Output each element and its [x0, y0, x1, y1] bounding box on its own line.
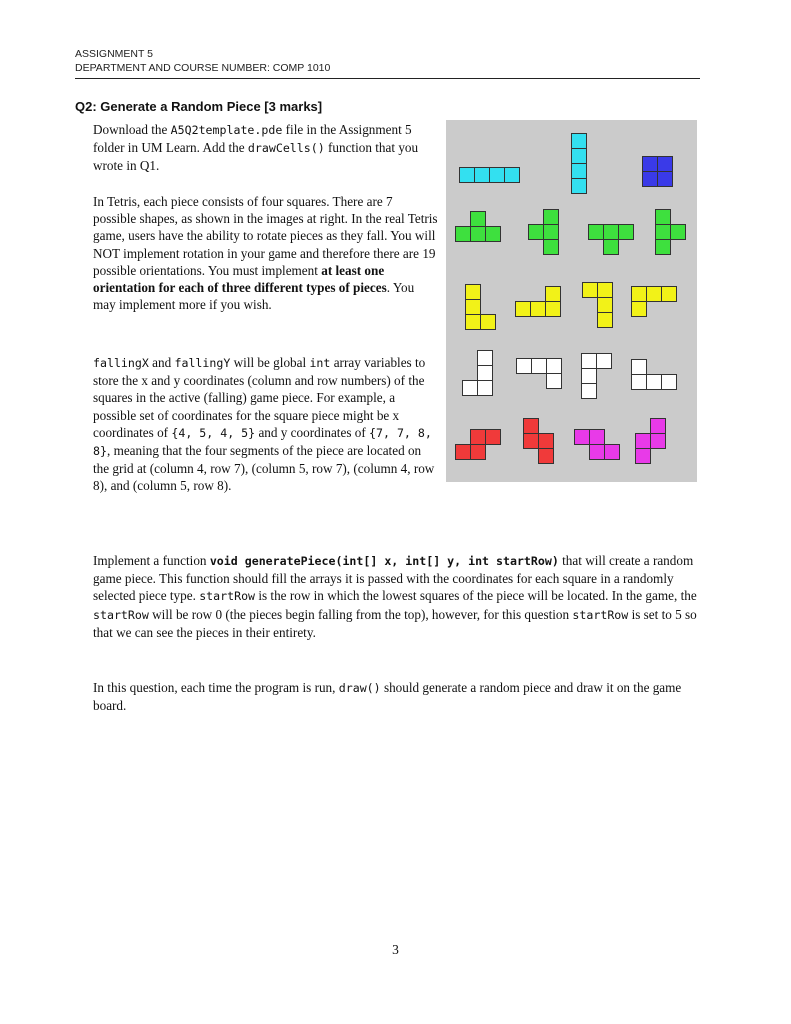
piece-z-vertical [524, 419, 554, 464]
text: is the row in which the lowest squares of the piece will be located. In the game, the [255, 588, 697, 604]
code-startrow: startRow [572, 607, 629, 622]
text: array variables to store the x and y coordinates (column and row numbers) of the squares in the active (falling) game piece. For example, a possible set of coordinates for the square piece might be x coordinates of [93, 355, 426, 440]
text: will be global [230, 355, 310, 370]
piece-cell [466, 300, 481, 315]
piece-cell [590, 430, 605, 445]
piece-cell [662, 375, 677, 390]
piece-l-vertical [466, 285, 496, 330]
piece-cell [671, 225, 686, 240]
piece-cell [546, 302, 561, 317]
code-y-coords: {7, 7, 8, 8} [93, 425, 432, 459]
code-int: int [309, 356, 331, 370]
code-filename: A5Q2template.pde [170, 123, 283, 137]
paragraph-download [93, 121, 438, 175]
code-fallingx: fallingX [93, 356, 149, 370]
question-title: Q2: Generate a Random Piece [3 marks] [75, 99, 323, 114]
piece-cell [582, 369, 597, 384]
piece-cell [547, 359, 562, 374]
piece-cell [572, 134, 587, 149]
piece-cell [539, 449, 554, 464]
piece-cell [632, 302, 647, 317]
piece-cell [651, 419, 666, 434]
piece-cell [546, 287, 561, 302]
piece-cell [486, 430, 501, 445]
piece-cell [572, 149, 587, 164]
paragraph-generate-piece [93, 552, 705, 641]
code-draw: draw() [338, 681, 381, 695]
text: , meaning that the four segments of the piece are located on the grid at (column 4, row 7), (column 5, row 7), (column 4, row 8), and (column 5, row 8). [93, 443, 435, 494]
header-divider [75, 78, 700, 79]
piece-t-up [456, 212, 501, 242]
piece-cell [597, 354, 612, 369]
header-assignment: ASSIGNMENT 5 [75, 48, 153, 60]
piece-j-hook [582, 354, 612, 399]
piece-cell [604, 240, 619, 255]
piece-cell [589, 225, 604, 240]
piece-cell [516, 302, 531, 317]
piece-cell [582, 354, 597, 369]
piece-l-down [632, 287, 677, 317]
code-fallingy: fallingY [174, 356, 231, 370]
piece-cell [632, 360, 647, 375]
piece-cell [463, 381, 478, 396]
text: will be row 0 (the pieces begin falling from the top), however, for this question [148, 606, 573, 622]
piece-cell [524, 434, 539, 449]
piece-cell [658, 172, 673, 187]
piece-cell [471, 227, 486, 242]
text: Download the [93, 122, 171, 137]
piece-cell [471, 212, 486, 227]
bold-requirement: at least one orientation for each of three different types of pieces [93, 262, 387, 296]
piece-cell [475, 168, 490, 183]
piece-cell [632, 375, 647, 390]
piece-cell [517, 359, 532, 374]
piece-cell [605, 445, 620, 460]
code-drawcells: drawCells() [247, 141, 325, 156]
piece-i-vertical [572, 134, 587, 194]
piece-cell [478, 351, 493, 366]
piece-t-left [529, 210, 559, 255]
paragraph-draw [93, 679, 705, 714]
piece-cell [478, 366, 493, 381]
piece-cell [532, 359, 547, 374]
piece-cell [647, 287, 662, 302]
piece-j-flat [517, 359, 562, 389]
piece-cell [531, 302, 546, 317]
piece-cell [572, 179, 587, 194]
piece-cell [582, 384, 597, 399]
piece-cell [572, 164, 587, 179]
piece-cell [636, 434, 651, 449]
piece-s-vertical [636, 419, 666, 464]
piece-cell [529, 225, 544, 240]
piece-t-down [589, 225, 634, 255]
piece-cell [456, 445, 471, 460]
piece-cell [471, 430, 486, 445]
paragraph-tetris-pieces [93, 193, 438, 313]
piece-j-down [632, 360, 677, 390]
piece-cell [604, 225, 619, 240]
code-function-signature: void generatePiece(int[] x, int[] y, int startRow) [209, 554, 559, 568]
piece-cell [547, 374, 562, 389]
text: function that you wrote in Q1. [93, 140, 419, 174]
piece-cell [478, 381, 493, 396]
piece-cell [643, 172, 658, 187]
text: In Tetris, each piece consists of four squares. There are 7 possible shapes, as shown in the images at right. In the real Tetris game, users have the ability to rotate pieces as they fall. You will NOT implement rotation in your game and therefore there are 19 possible orientations. You must implement [93, 194, 438, 278]
text: is set to 5 so that we can see the pieces in their entirety. [93, 606, 697, 640]
piece-j-vertical [463, 351, 493, 396]
piece-cell [619, 225, 634, 240]
piece-o [643, 157, 673, 187]
piece-cell [651, 434, 666, 449]
piece-cell [544, 210, 559, 225]
piece-cell [598, 313, 613, 328]
piece-cell [662, 287, 677, 302]
piece-cell [656, 240, 671, 255]
piece-l-flat [516, 287, 561, 317]
piece-z-horizontal [456, 430, 501, 460]
header-course: DEPARTMENT AND COURSE NUMBER: COMP 1010 [75, 62, 331, 74]
piece-cell [486, 227, 501, 242]
piece-s-horizontal [575, 430, 620, 460]
piece-cell [471, 445, 486, 460]
code-startrow: startRow [93, 607, 149, 622]
text: and [148, 355, 175, 370]
code-x-coords: {4, 5, 4, 5} [171, 425, 256, 440]
piece-cell [590, 445, 605, 460]
piece-t-right [656, 210, 686, 255]
piece-cell [656, 210, 671, 225]
piece-cell [466, 315, 481, 330]
tetris-pieces-figure [446, 120, 697, 482]
piece-cell [505, 168, 520, 183]
text: file in the Assignment 5 folder in UM Learn. Add the [93, 122, 412, 156]
text: and y coordinates of [255, 424, 370, 440]
paragraph-arrays [93, 354, 438, 495]
piece-cell [632, 287, 647, 302]
piece-cell [460, 168, 475, 183]
text: . You may implement more if you wish. [93, 280, 415, 313]
page-number: 3 [392, 942, 399, 957]
piece-cell [647, 375, 662, 390]
piece-cell [598, 298, 613, 313]
piece-cell [636, 449, 651, 464]
piece-l-hook [583, 283, 613, 328]
text: In this question, each time the program is run, [93, 680, 339, 695]
page-header [75, 47, 700, 75]
piece-cell [539, 434, 554, 449]
piece-cell [466, 285, 481, 300]
piece-cell [544, 240, 559, 255]
tetris-pieces-svg [446, 120, 697, 482]
piece-cell [481, 315, 496, 330]
text: should generate a random piece and draw it on the game board. [93, 680, 682, 714]
piece-cell [643, 157, 658, 172]
piece-cell [598, 283, 613, 298]
text: Implement a function [93, 553, 210, 568]
piece-cell [658, 157, 673, 172]
piece-cell [656, 225, 671, 240]
code-startrow: startRow [199, 589, 256, 604]
piece-cell [524, 419, 539, 434]
piece-cell [583, 283, 598, 298]
piece-cell [544, 225, 559, 240]
piece-i-horizontal [460, 168, 520, 183]
piece-cell [575, 430, 590, 445]
text: that will create a random game piece. This function should fill the arrays it is passed with the coordinates for each square in a randomly selected piece type. [93, 553, 694, 604]
piece-cell [456, 227, 471, 242]
piece-cell [490, 168, 505, 183]
